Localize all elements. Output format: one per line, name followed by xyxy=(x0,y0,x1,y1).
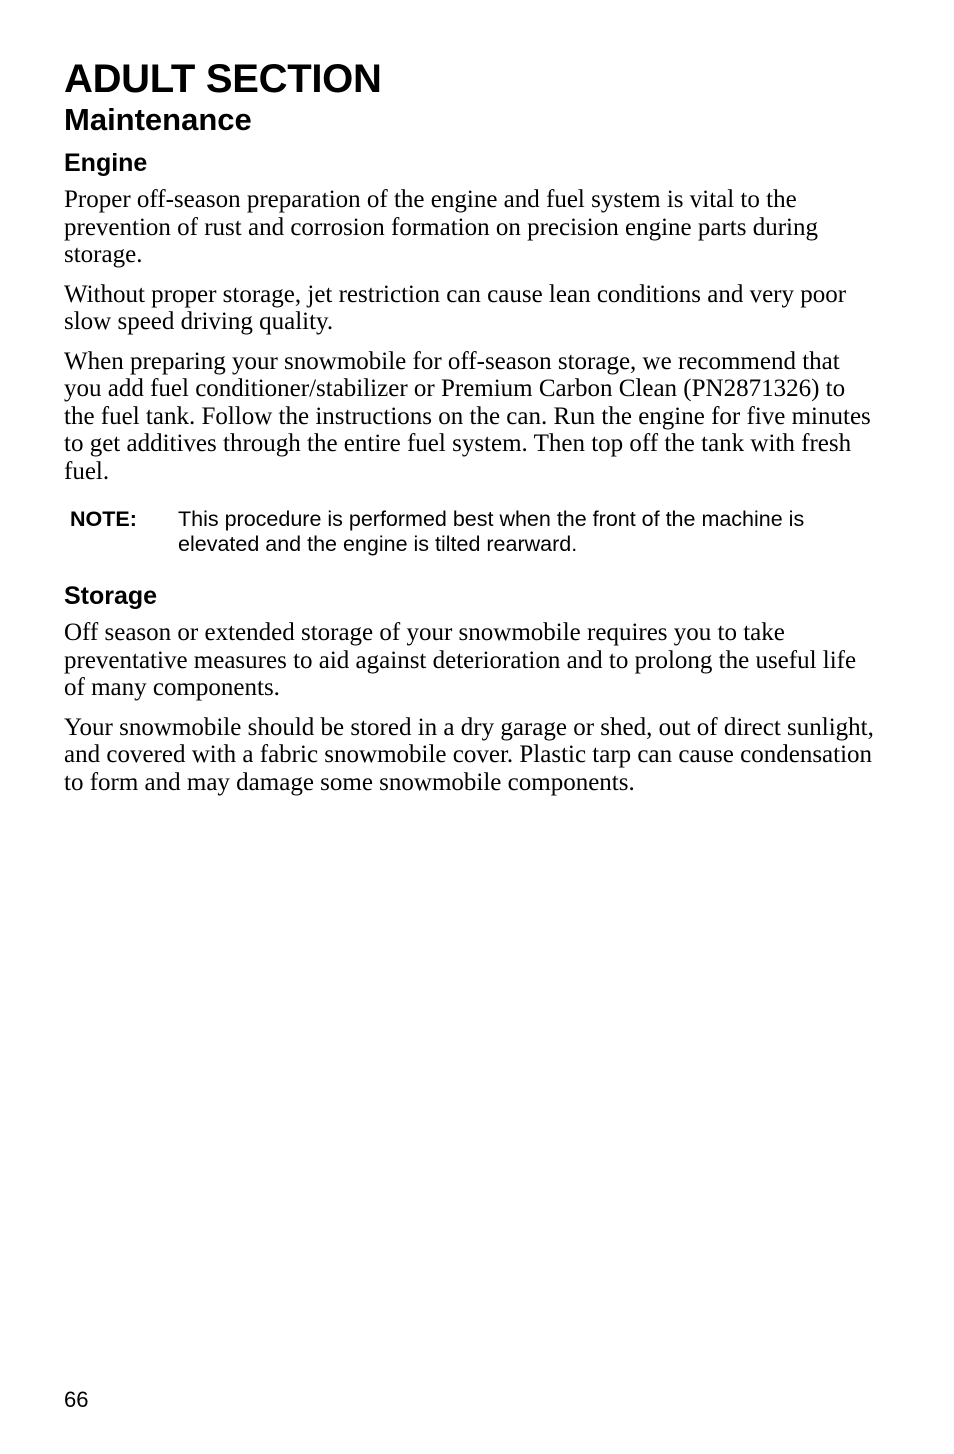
note-text: This procedure is performed best when the front of the machine is elevated and the engine is tilted rearward. xyxy=(178,507,805,556)
section-title: ADULT SECTION xyxy=(64,57,382,101)
page-content xyxy=(64,56,874,808)
storage-paragraph-1: Off season or extended storage of your snowmobile requires you to take preventative measures to aid against deterioration and to prolong the useful life of many components. xyxy=(64,619,857,701)
note-label: NOTE: xyxy=(70,507,137,531)
subsection-title: Maintenance xyxy=(64,102,252,137)
engine-paragraph-2: Without proper storage, jet restriction can cause lean conditions and very poor slow speed driving quality. xyxy=(64,280,847,335)
engine-paragraph-1: Proper off-season preparation of the engine and fuel system is vital to the prevention of rust and corrosion formation on precision engine parts during storage. xyxy=(64,186,818,268)
engine-note xyxy=(70,507,874,557)
storage-heading: Storage xyxy=(64,582,158,610)
engine-paragraph-3: When preparing your snowmobile for off-season storage, we recommend that you add fuel conditioner/stabilizer or Premium Carbon Clean (PN2871326) to the fuel tank. Follow the instructions on the can. Run the engine for five minutes to get additives through the entire fuel system. Then top off the tank with fresh fuel. xyxy=(64,347,871,485)
page-number: 66 xyxy=(64,1387,89,1412)
engine-heading: Engine xyxy=(64,149,148,177)
storage-section xyxy=(64,581,874,796)
engine-section xyxy=(64,148,874,557)
storage-paragraph-2: Your snowmobile should be stored in a dry garage or shed, out of direct sunlight, and covered with a fabric snowmobile cover. Plastic tarp can cause condensation to form and may damage some snowmobile components. xyxy=(64,713,874,796)
